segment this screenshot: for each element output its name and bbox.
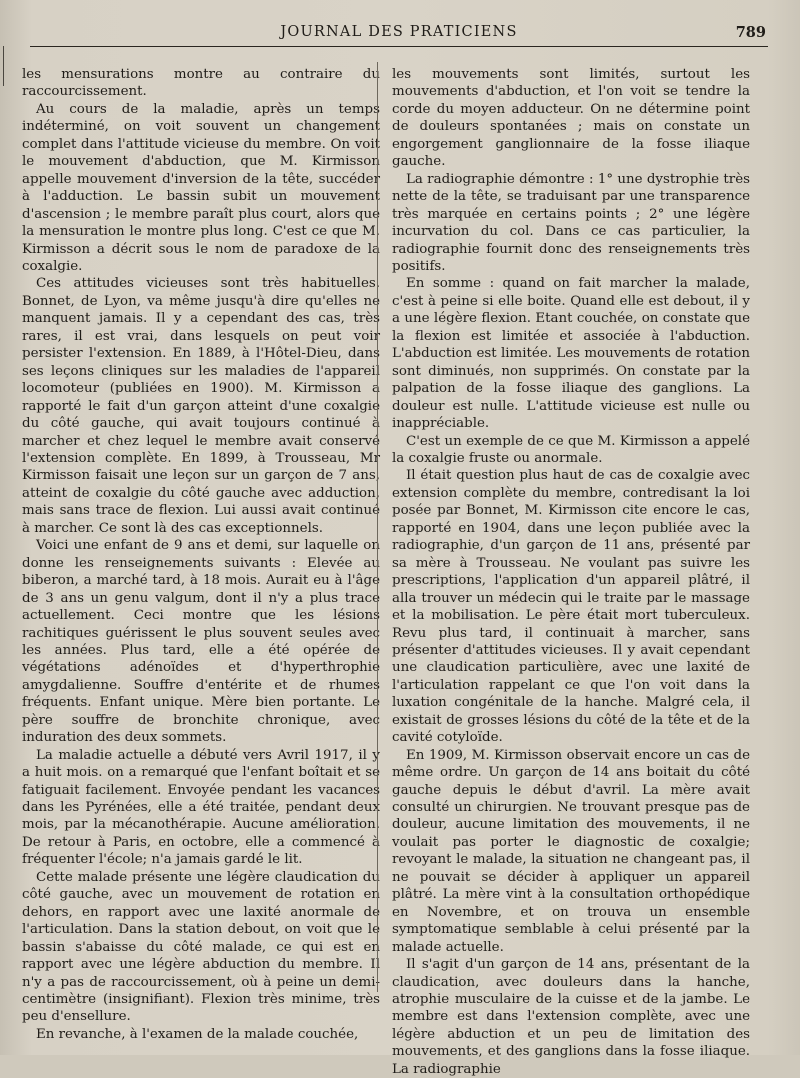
- paragraph: les mensurations montre au contraire du raccourcissement.: [22, 67, 380, 100]
- paragraph: La maladie actuelle a débuté vers Avril 1917, il y a huit mois. on a remarqué que l'enfant boîtait et se fatiguait facilement. Envoyée pendant les vacances dans les Pyrénées, elle a été traitée, pendant deux mois, par la mécanothérapie. Aucune amélioration. De retour à Paris, en octobre, elle a commencé à fréquenter l'école; n'a jamais gardé le lit.: [22, 747, 380, 868]
- paragraph: En somme : quand on fait marcher la malade, c'est à peine si elle boite. Quand elle est debout, il y a une légère flexion. Etant couchée, on constate que la flexion est limitée et associée à l'abduction. L'abduction est limitée. Les mouvements de rotation sont diminués, non supprimés. On constate par la palpation de la fosse iliaque des ganglions. La douleur est nulle. L'attitude vicieuse est nulle ou inappréciable.: [392, 276, 750, 432]
- journal-title: JOURNAL DES PRATICIENS: [280, 24, 518, 40]
- margin-mark: [3, 46, 4, 86]
- page-number: 789: [735, 24, 766, 41]
- paragraph: En 1909, M. Kirmisson observait encore un cas de même ordre. Un garçon de 14 ans boitait du côté gauche depuis le début d'avril. La mère avait consulté un chirurgien. Ne trouvant presque pas de douleur, aucune limitation des mouvements, il ne voulait pas porter le diagnostic de coxalgie; revoyant le malade, la situation ne changeant pas, il ne pouvait se décider à appliquer un appareil plâtré. La mère vint à la consultation orthopédique en Novembre, et on trouva un ensemble symptomatique semblable à celui présenté par la malade actuelle.: [392, 747, 750, 955]
- paragraph: Il s'agit d'un garçon de 14 ans, présentant de la claudication, avec douleurs dans la hanche, atrophie musculaire de la cuisse et de la jambe. Le membre est dans l'extension complète, avec une légère abduction et un peu de limitation des mouvements, et des ganglions dans la fosse iliaque. La radiographie: [392, 957, 750, 1077]
- paragraph: C'est un exemple de ce que M. Kirmisson a appelé la coxalgie fruste ou anormale.: [392, 433, 750, 466]
- right-column: [392, 66, 750, 1078]
- paragraph: Voici une enfant de 9 ans et demi, sur laquelle on donne les renseignements suivants : Elevée au biberon, a marché tard, à 18 mois. Aurait eu à l'âge de 3 ans un genu valgum, dont il n'y a plus trace actuellement. Ceci montre que les lésions rachitiques guérissent le plus souvent seules avec les années. Plus tard, elle a été opérée de végétations adénoïdes et d'hyperthrophie amygdalienne. Souffre d'entérite et de rhumes fréquents. Enfant unique. Mère bien portante. Le père souffre de bronchite chronique, avec induration des deux sommets.: [22, 538, 380, 746]
- paragraph: Il était question plus haut de cas de coxalgie avec extension complète du membre, contredisant la loi posée par Bonnet, M. Kirmisson cite encore le cas, rapporté en 1904, dans une leçon publiée avec la radiographie, d'un garçon de 11 ans, présenté par sa mère à Trousseau. Ne voulant pas suivre les prescriptions, l'application d'un appareil plâtré, il alla trouver un médecin qui le traite par le massage et la mobilisation. Le père était mort tuberculeux. Revu plus tard, il continuait à marcher, sans présenter d'attitudes vicieuses. Il y avait cependant une claudication particulière, avec une laxité de l'articulation rappelant ce que l'on voit dans la luxation congénitale de la hanche. Malgré cela, il existait de grosses lésions du côté de la tête et de la cavité cotyloïde.: [392, 468, 750, 746]
- paragraph: La radiographie démontre : 1° une dystrophie très nette de la tête, se traduisant par une transparence très marquée en certains points ; 2° une légère incurvation du col. Dans ce cas particulier, la radiographie fournit donc des renseignements très positifs.: [392, 171, 750, 274]
- column-divider: [377, 62, 378, 992]
- paragraph: Cette malade présente une légère claudication du côté gauche, avec un mouvement de rotation en dehors, en rapport avec une laxité anormale de l'articulation. Dans la station debout, on voit que le bassin s'abaisse du côté malade, ce qui est en rapport avec une légère abduction du membre. Il n'y a pas de raccourcissement, où à peine un demi-centimètre (insignifiant). Flexion très minime, très peu d'ensellure.: [22, 869, 380, 1025]
- paragraph: Ces attitudes vicieuses sont très habituelles. Bonnet, de Lyon, va même jusqu'à dire qu'elles ne manquent jamais. Il y a cependant des cas, très rares, il est vrai, dans lesquels on peut voir persister l'extension. En 1889, à l'Hôtel-Dieu, dans ses leçons cliniques sur les maladies de l'appareil locomoteur (publiées en 1900). M. Kirmisson a rapporté le fait d'un garçon atteint d'une coxalgie du côté gauche, qui avait toujours continué à marcher et chez lequel le membre avait conservé l'extension complète. En 1899, à Trousseau, Mr Kirmisson faisait une leçon sur un garçon de 7 ans, atteint de coxalgie du côté gauche avec adduction, mais sans trace de flexion. Lui aussi avait continué à marcher. Ce sont là des cas exceptionnels.: [22, 276, 380, 536]
- page-header: [30, 22, 768, 47]
- paragraph: Au cours de la maladie, après un temps indéterminé, on voit souvent un changement complet dans l'attitude vicieuse du membre. On voit le mouvement d'abduction, que M. Kirmisson appelle mouvement d'inversion de la tête, succéder à l'adduction. Le bassin subit un mouvement d'ascension ; le membre paraît plus court, alors que la mensuration le montre plus long. C'est ce que M. Kirmisson a décrit sous le nom de paradoxe de la coxalgie.: [22, 101, 380, 274]
- paragraph: les mouvements sont limités, surtout les mouvements d'abduction, et l'on voit se tendre la corde du moyen adducteur. On ne détermine point de douleurs spontanées ; mais on constate un engorgement ganglionnaire de la fosse iliaque gauche.: [392, 67, 750, 170]
- left-column: [22, 66, 380, 1043]
- paragraph: En revanche, à l'examen de la malade couchée,: [36, 1026, 359, 1042]
